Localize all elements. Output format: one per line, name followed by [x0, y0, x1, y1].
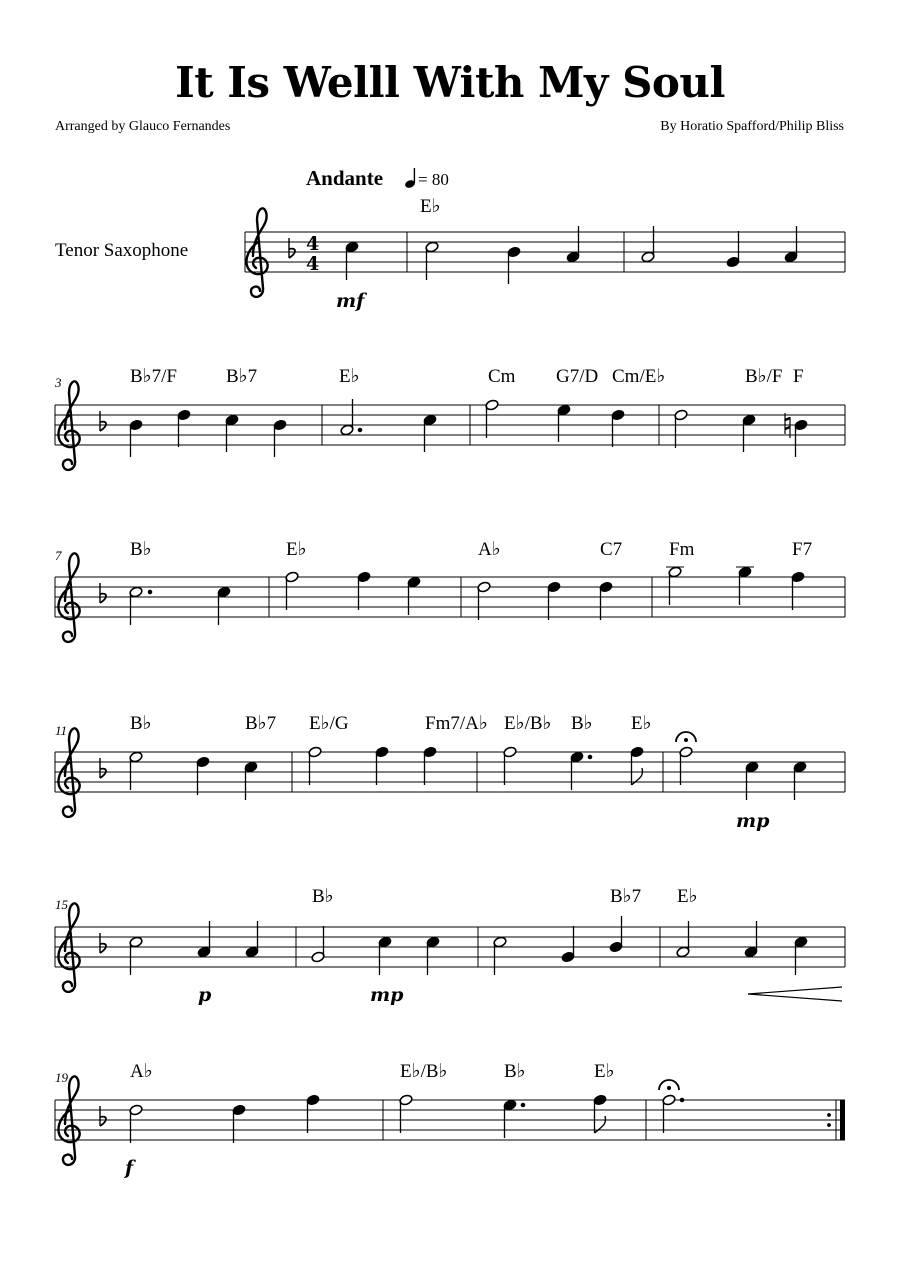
chord-symbol: E♭: [631, 713, 652, 734]
chord-symbol: B♭: [130, 539, 152, 560]
chord-symbol: A♭: [478, 539, 501, 560]
time-sig-bottom: 4: [306, 253, 320, 275]
chord-symbol: E♭: [677, 886, 698, 907]
chord-symbol: C7: [600, 539, 623, 560]
composer-credit: By Horatio Spafford/Philip Bliss: [660, 119, 844, 134]
chord-symbol: Fm7/A♭: [425, 713, 488, 734]
chord-symbol: B♭: [571, 713, 593, 734]
chord-symbol: A♭: [130, 1061, 153, 1082]
staff-system-3: [55, 577, 845, 617]
measure-number: 15: [55, 897, 68, 912]
dynamic-marking: mp: [736, 810, 770, 832]
chord-symbol: B♭: [312, 886, 334, 907]
staff-system-2: [55, 405, 845, 445]
key-flat: [289, 238, 295, 258]
repeat-dot: [827, 1123, 831, 1127]
fermata-icon: [659, 1080, 679, 1090]
dynamic-marking: mf: [336, 290, 365, 312]
key-flat: [100, 583, 106, 603]
staff-system-6: [55, 1100, 845, 1140]
treble-clef: [58, 728, 79, 817]
key-flat: [100, 758, 106, 778]
time-sig-top: 4: [306, 233, 320, 255]
key-flat: [100, 1106, 106, 1126]
crescendo-hairpin: [748, 987, 842, 1001]
dynamic-marking: f: [125, 1157, 134, 1179]
chord-symbol: F: [793, 366, 804, 387]
chord-symbol: Cm: [488, 366, 516, 387]
treble-clef: [58, 381, 79, 470]
dynamic-marking: p: [198, 984, 212, 1006]
notes-system-6: [129, 1094, 684, 1143]
key-flat: [100, 411, 106, 431]
measure-number: 7: [55, 548, 62, 563]
staff-system-1: [245, 232, 845, 272]
notes-system-2: [129, 399, 808, 457]
chord-symbol: F7: [792, 539, 813, 560]
notes-system-3: [129, 566, 805, 625]
staff-system-4: [55, 752, 845, 792]
chord-symbol: B♭: [130, 713, 152, 734]
measure-number: 3: [55, 375, 62, 390]
key-flat: [100, 933, 106, 953]
measure-number: 11: [55, 723, 68, 738]
tempo-marking: Andante: [306, 166, 384, 190]
treble-clef: [58, 1076, 79, 1165]
chord-symbol: G7/D: [556, 366, 599, 387]
arranger-credit: Arranged by Glauco Fernandes: [55, 119, 231, 134]
chord-symbol: B♭/F: [745, 366, 783, 387]
notes-system-5: [129, 916, 808, 975]
treble-clef: [58, 903, 79, 992]
dynamic-marking: mp: [370, 984, 404, 1006]
chord-symbol: E♭/G: [309, 713, 349, 734]
chord-symbol: E♭: [594, 1061, 615, 1082]
final-barline: [840, 1100, 845, 1140]
fermata-icon: [676, 732, 696, 742]
chord-symbol: B♭: [504, 1061, 526, 1082]
chord-symbol: B♭7: [226, 366, 258, 387]
staff-system-5: [55, 927, 845, 967]
chord-symbol: E♭: [286, 539, 307, 560]
chord-symbol: E♭/B♭: [400, 1061, 448, 1082]
chord-symbol: B♭7/F: [130, 366, 177, 387]
chord-symbol: E♭: [420, 196, 441, 217]
measure-number: 19: [55, 1070, 68, 1085]
repeat-dot: [827, 1113, 831, 1117]
instrument-name: Tenor Saxophone: [55, 240, 189, 261]
treble-clef: [246, 208, 267, 297]
page-title: It Is Welll With My Soul: [175, 58, 725, 107]
tempo-bpm: = 80: [418, 170, 449, 189]
chord-symbol: E♭: [339, 366, 360, 387]
chord-symbol: Fm: [669, 539, 695, 560]
chord-symbol: Cm/E♭: [612, 366, 666, 387]
notes-system-1: [345, 226, 798, 284]
chord-symbol: B♭7: [245, 713, 277, 734]
chord-symbol: B♭7: [610, 886, 642, 907]
treble-clef: [58, 553, 79, 642]
chord-symbol: E♭/B♭: [504, 713, 552, 734]
